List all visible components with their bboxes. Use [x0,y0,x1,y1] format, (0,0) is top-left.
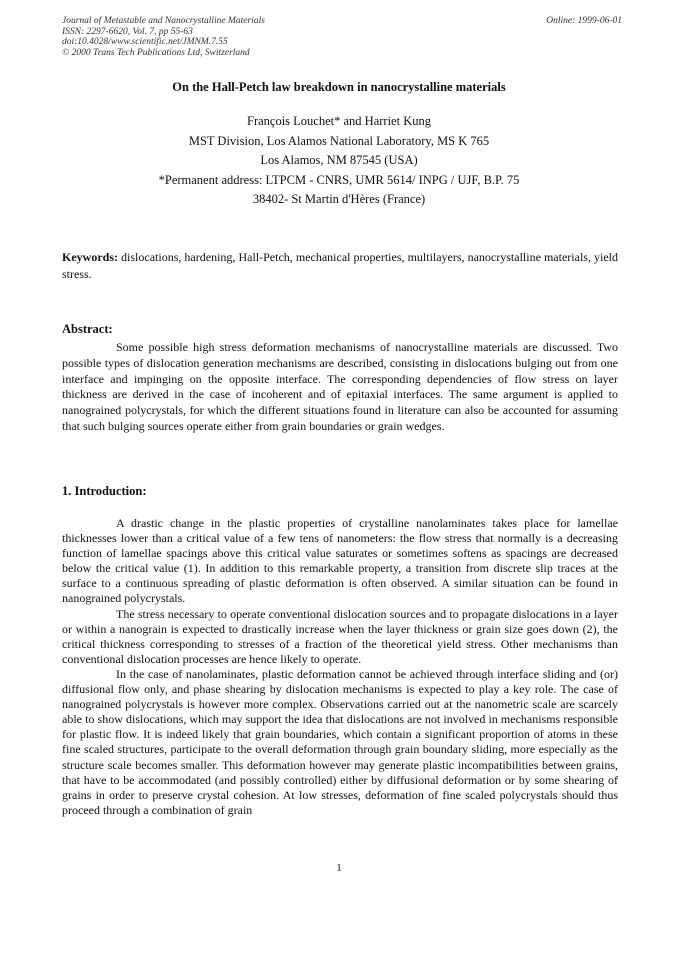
online-date: Online: 1999-06-01 [546,16,622,26]
permanent-address-2: 38402- St Martin d'Hères (France) [252,192,426,207]
author-names: François Louchet* and Harriet Kung [247,114,431,128]
permanent-address: *Permanent address: LTPCM - CNRS, UMR 5614/ INPG / UJF, B.P. 75 [158,172,520,187]
affiliation-line-1: MST Division, Los Alamos National Laboratory, MS K 765 [188,133,490,148]
journal-header [62,16,622,58]
intro-paragraph-2: The stress necessary to operate conventional dislocation sources and to propagate dislocations in a layer or within a nanograin is expected to drastically increase when the layer thickness or grain size goes down (2), the critical thickness corresponding to stresses of a fraction of the theoretical yield stress. Other mechanisms than conventional dislocation processes are hence likely to operate. [62,606,618,666]
paper-title: On the Hall-Petch law breakdown in nanocrystalline materials [172,80,506,94]
page-number: 1 [336,862,342,874]
journal-name: Journal of Metastable and Nanocrystalline Materials [62,16,265,26]
keywords-label: Keywords: [62,250,118,264]
keywords-text: dislocations, hardening, Hall-Petch, mechanical properties, multilayers, nanocrystalline materials, yield stress. [62,250,618,281]
citation-block [62,16,622,58]
author-block [0,112,678,210]
introduction-heading: 1. Introduction: [62,484,147,498]
affiliation-line-2: Los Alamos, NM 87545 (USA) [260,153,418,168]
introduction-body [62,516,618,818]
intro-paragraph-3: In the case of nanolaminates, plastic deformation cannot be achieved through interface sliding and (or) diffusional flow only, and phase shearing by dislocation mechanisms is expected to play a key role. The case of nanograined polycrystals is however more complex. Observations carried out at the nanometric scale are scarcely able to show dislocations, which may support the idea that dislocations are not involved in mechanisms responsible for plastic flow. It is indeed likely that grain boundaries, which contain a significant proportion of atoms in these fine scaled structures, participate to the overall deformation through grain boundary sliding, more especially as the structure scale becomes smaller. This deformation however may generate plastic incompatibilities between grains, that have to be accommodated (and possibly controlled) either by diffusional deformation or by some shearing of grains in order to preserve crystal cohesion. At low stresses, deformation of fine scaled polycrystals should thus proceed through a combination of grain [62,666,618,817]
abstract-paragraph: Some possible high stress deformation mechanisms of nanocrystalline materials are discussed. Two possible types of dislocation generation mechanisms are described, consisting in dislocations bulging out from one interface and impinging on the opposite interface. The corresponding dependencies of flow stress on layer thickness are derived in the case of incoherent and of epitaxial interfaces. The same argument is applied to nanograined polycrystals, for which the different situations found in literature can also be accounted for assuming that such bulging sources operate either from grain boundaries or grain wedges. [62,340,618,433]
copyright-line: © 2000 Trans Tech Publications Ltd, Switzerland [62,47,250,58]
intro-paragraph-1: A drastic change in the plastic properties of crystalline nanolaminates takes place for lamellae thicknesses lower than a critical value of a few tens of nanometers: the flow stress that normally is a decreasing function of lamellae spacings above this critical value saturates or sometimes softens as spacings are decreased below the critical value (1). In addition to this remarkable property, a transition from discrete slip traces at the surface to a continuous spreading of plastic deformation is often observed. A similar situation can be found in nanograined polycrystals. [62,516,618,606]
abstract-heading: Abstract: [62,322,113,336]
doi-line: doi:10.4028/www.scientific.net/JMNM.7.55 [62,37,228,48]
abstract-body [62,340,618,435]
issn-line: ISSN: 2297-6620, Vol. 7, pp 55-63 [62,26,193,37]
keywords [62,249,618,282]
